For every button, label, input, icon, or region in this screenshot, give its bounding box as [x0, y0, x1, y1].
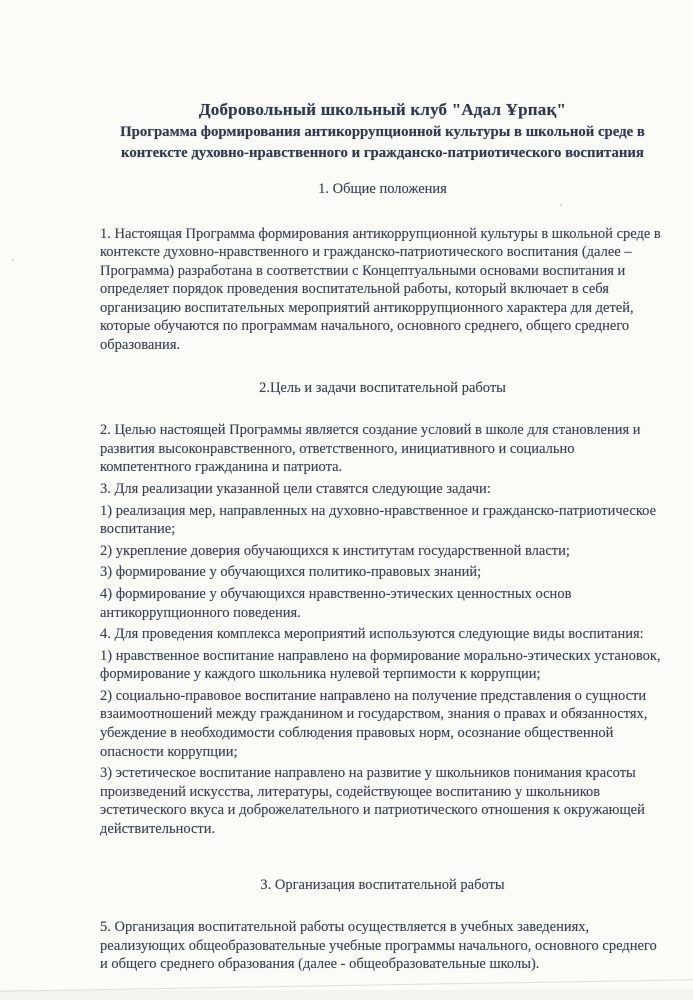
- document-subtitle-line2: контексте духовно-нравственного и гражданско-патриотического воспитания: [121, 145, 644, 161]
- paragraph: 5. Организация воспитательной работы осуществляется в учебных заведениях, реализующих общеобразовательные учебные программы начального, основного среднего и общего среднего образования (далее - общеобразовательные школы).: [100, 919, 657, 973]
- scan-speckle: [560, 204, 562, 206]
- scan-speckle: [12, 259, 14, 261]
- list-item: 3) эстетическое воспитание направлено на развитие у школьников понимания красоты произведений искусства, литературы, содействующее воспитанию у школьников эстетического вкуса и доброжелательного и патриотического отношения к окружающей действительности.: [100, 765, 645, 838]
- list-item: 1) нравственное воспитание направлено на формирование морально-этических установок, формирование у каждого школьника нулевой терпимости к коррупции;: [100, 647, 661, 683]
- list-item: 4) формирование у обучающихся нравственно-этических ценностных основ антикоррупционного поведения.: [100, 585, 572, 621]
- section-heading-organization: 3. Организация воспитательной работы: [260, 876, 505, 893]
- list-item: 2) социально-правовое воспитание направлено на получение представления о сущности взаимоотношений между гражданином и государством, знания о правах и обязанностях, убеждение в необходимости соблюдения правовых норм, осознание общественной опасности коррупции;: [100, 687, 648, 760]
- document-subtitle-line1: Программа формирования антикоррупционной культуры в школьной среде в: [120, 124, 645, 140]
- paragraph: 3. Для реализации указанной цели ставятся следующие задачи:: [100, 480, 491, 497]
- paragraph: 2. Целью настоящей Программы является создание условий в школе для становления и развития высоконравственного, ответственного, инициативного и социально компетентного гражданина и патриота.: [100, 422, 641, 476]
- section-heading-goals-tasks: 2.Цель и задачи воспитательной работы: [259, 379, 506, 396]
- document-subtitle: [119, 122, 647, 164]
- scan-speckle: [103, 427, 105, 429]
- list-item: 3) формирование у обучающихся политико-правовых знаний;: [100, 564, 482, 581]
- scan-background-below-page-edge: [0, 990, 693, 1000]
- paragraph: 4. Для проведения комплекса мероприятий используются следующие виды воспитания:: [100, 626, 644, 643]
- list-item: 1) реализация мер, направленных на духовно-нравственное и гражданско-патриотическое воспитание;: [100, 502, 657, 538]
- paragraph: 1. Настоящая Программа формирования антикоррупционной культуры в школьной среде в контексте духовно-нравственного и гражданско-патриотического воспитания (далее – Программа) разработана в соответствии с Концептуальными основами воспитания и определяет порядок проведения воспитательной работы, который включает в себя организацию воспитательных мероприятий антикоррупционного характера для детей, которые обучаются по программам начального, основного среднего, общего среднего образования.: [100, 225, 661, 354]
- section-heading-general-provisions: 1. Общие положения: [318, 181, 447, 197]
- list-item: 2) укрепление доверия обучающихся к институтам государственной власти;: [100, 542, 570, 559]
- document-title: Добровольный школьный клуб "Адал Ұрпақ": [198, 100, 567, 119]
